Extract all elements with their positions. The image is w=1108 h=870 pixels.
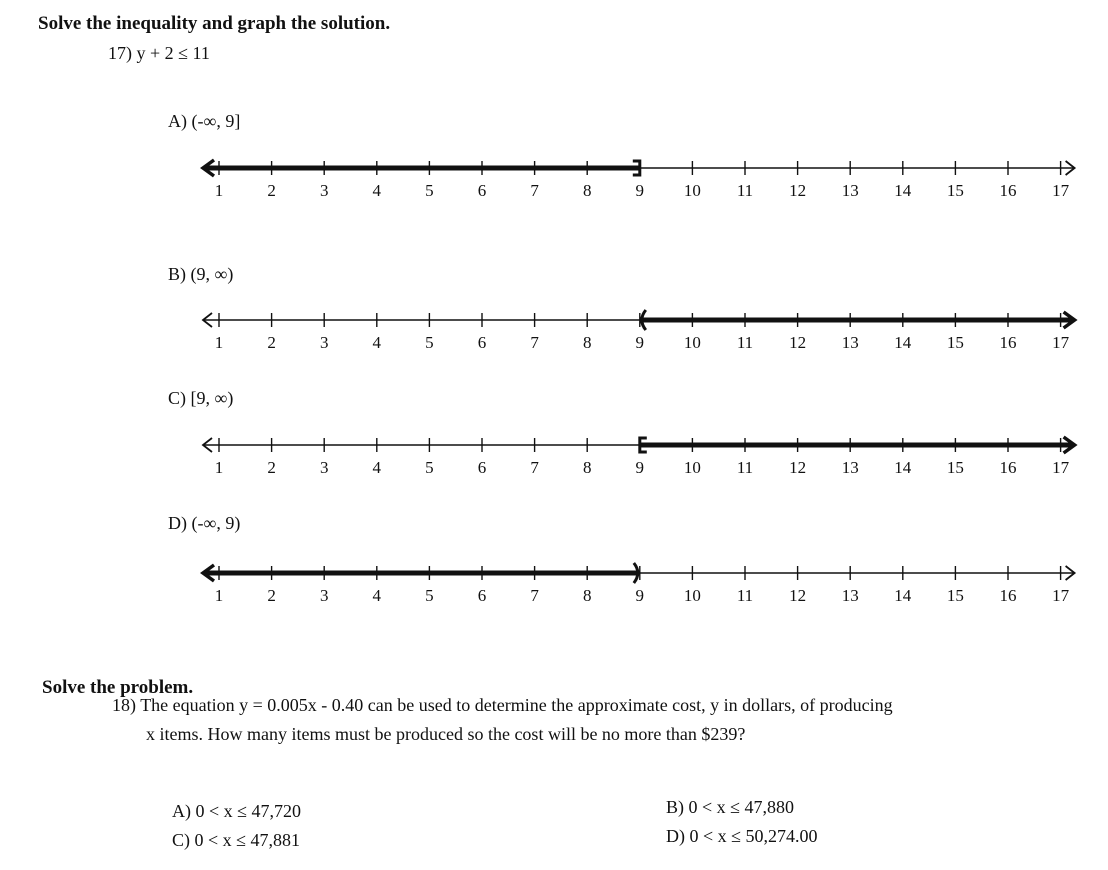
answer-option-b[interactable] bbox=[666, 797, 794, 818]
option-interval: (9, ∞) bbox=[190, 264, 234, 284]
answer-option-d[interactable] bbox=[666, 826, 818, 847]
option-interval: (-∞, 9) bbox=[191, 513, 241, 533]
question-18 bbox=[112, 691, 893, 720]
tick-label: 2 bbox=[267, 586, 276, 605]
option-c-label[interactable] bbox=[168, 388, 233, 409]
tick-label: 2 bbox=[267, 333, 276, 352]
tick-label: 10 bbox=[683, 586, 701, 605]
tick-label: 1 bbox=[214, 458, 224, 477]
question-text: y + 2 ≤ 11 bbox=[136, 43, 210, 63]
tick-label: 17 bbox=[1052, 333, 1070, 352]
tick-label: 12 bbox=[789, 458, 807, 477]
question-17 bbox=[108, 43, 210, 64]
tick-label: 7 bbox=[530, 458, 539, 477]
tick-label: 5 bbox=[425, 333, 434, 352]
tick-label: 6 bbox=[477, 333, 487, 352]
option-letter: B) bbox=[168, 264, 186, 284]
tick-label: 8 bbox=[582, 333, 592, 352]
tick-label: 10 bbox=[683, 458, 701, 477]
tick-label: 4 bbox=[372, 181, 382, 200]
answer-option-c[interactable] bbox=[172, 830, 300, 851]
tick-label: 9 bbox=[635, 458, 645, 477]
question-line-1: The equation y = 0.005x - 0.40 can be used to determine the approximate cost, y in dollars, of producing bbox=[140, 695, 893, 715]
tick-label: 10 bbox=[683, 181, 701, 200]
tick-label: 13 bbox=[841, 333, 859, 352]
tick-label: 6 bbox=[477, 458, 487, 477]
tick-label: 7 bbox=[530, 586, 539, 605]
tick-label: 3 bbox=[319, 333, 329, 352]
tick-label: 9 bbox=[635, 333, 645, 352]
tick-label: 11 bbox=[736, 333, 754, 352]
tick-label: 13 bbox=[841, 181, 859, 200]
tick-label: 12 bbox=[789, 586, 807, 605]
tick-label: 5 bbox=[425, 458, 434, 477]
tick-label: 3 bbox=[319, 458, 329, 477]
tick-label: 12 bbox=[789, 333, 807, 352]
tick-label: 8 bbox=[582, 458, 592, 477]
tick-label: 10 bbox=[683, 333, 701, 352]
tick-label: 13 bbox=[841, 458, 859, 477]
tick-label: 11 bbox=[736, 181, 754, 200]
section-heading-problem: Solve the problem. bbox=[42, 677, 194, 698]
tick-label: 11 bbox=[736, 586, 754, 605]
tick-label: 1 bbox=[214, 181, 224, 200]
tick-label: 6 bbox=[477, 181, 487, 200]
tick-label: 3 bbox=[319, 181, 329, 200]
question-number: 17) bbox=[108, 43, 132, 63]
tick-label: 15 bbox=[946, 333, 964, 352]
option-b-label[interactable] bbox=[168, 264, 233, 285]
tick-label: 11 bbox=[736, 458, 754, 477]
tick-label: 7 bbox=[530, 181, 539, 200]
number-line-a bbox=[195, 148, 1080, 200]
option-text: 0 < x ≤ 47,880 bbox=[688, 797, 795, 817]
tick-label: 5 bbox=[425, 586, 434, 605]
option-letter: A) bbox=[172, 801, 191, 821]
tick-label: 2 bbox=[267, 181, 276, 200]
tick-label: 9 bbox=[635, 181, 645, 200]
tick-label: 14 bbox=[894, 586, 912, 605]
tick-label: 17 bbox=[1052, 181, 1070, 200]
answer-option-a[interactable] bbox=[172, 801, 301, 822]
number-line-c bbox=[195, 425, 1080, 477]
tick-label: 6 bbox=[477, 586, 487, 605]
section-heading-inequality: Solve the inequality and graph the solution. bbox=[38, 13, 391, 34]
number-line-b bbox=[195, 300, 1080, 352]
tick-label: 16 bbox=[999, 458, 1017, 477]
option-letter: A) bbox=[168, 111, 187, 131]
tick-label: 14 bbox=[894, 181, 912, 200]
tick-label: 4 bbox=[372, 333, 382, 352]
option-d-label[interactable] bbox=[168, 513, 240, 534]
tick-label: 17 bbox=[1052, 458, 1070, 477]
tick-label: 12 bbox=[789, 181, 807, 200]
tick-label: 14 bbox=[894, 333, 912, 352]
tick-label: 7 bbox=[530, 333, 539, 352]
number-line-d bbox=[195, 553, 1080, 605]
option-text: 0 < x ≤ 47,881 bbox=[194, 830, 301, 850]
tick-label: 16 bbox=[999, 333, 1017, 352]
tick-label: 14 bbox=[894, 458, 912, 477]
tick-label: 9 bbox=[635, 586, 645, 605]
tick-label: 13 bbox=[841, 586, 859, 605]
option-interval: (-∞, 9] bbox=[191, 111, 241, 131]
tick-label: 3 bbox=[319, 586, 329, 605]
option-letter: B) bbox=[666, 797, 684, 817]
tick-label: 17 bbox=[1052, 586, 1070, 605]
tick-label: 1 bbox=[214, 586, 224, 605]
tick-label: 15 bbox=[946, 181, 964, 200]
option-text: 0 < x ≤ 47,720 bbox=[195, 801, 302, 821]
tick-label: 4 bbox=[372, 458, 382, 477]
tick-label: 16 bbox=[999, 181, 1017, 200]
question-number: 18) bbox=[112, 695, 136, 715]
tick-label: 15 bbox=[946, 458, 964, 477]
tick-label: 8 bbox=[582, 181, 592, 200]
option-text: 0 < x ≤ 50,274.00 bbox=[689, 826, 818, 846]
option-interval: [9, ∞) bbox=[190, 388, 234, 408]
tick-label: 15 bbox=[946, 586, 964, 605]
tick-label: 5 bbox=[425, 181, 434, 200]
tick-label: 4 bbox=[372, 586, 382, 605]
option-letter: D) bbox=[666, 826, 685, 846]
tick-label: 16 bbox=[999, 586, 1017, 605]
tick-label: 8 bbox=[582, 586, 592, 605]
option-letter: C) bbox=[172, 830, 190, 850]
question-line-2: x items. How many items must be produced so the cost will be no more than $239? bbox=[146, 724, 746, 744]
option-a-label[interactable] bbox=[168, 111, 240, 132]
tick-label: 2 bbox=[267, 458, 276, 477]
option-letter: C) bbox=[168, 388, 186, 408]
tick-label: 1 bbox=[214, 333, 224, 352]
option-letter: D) bbox=[168, 513, 187, 533]
